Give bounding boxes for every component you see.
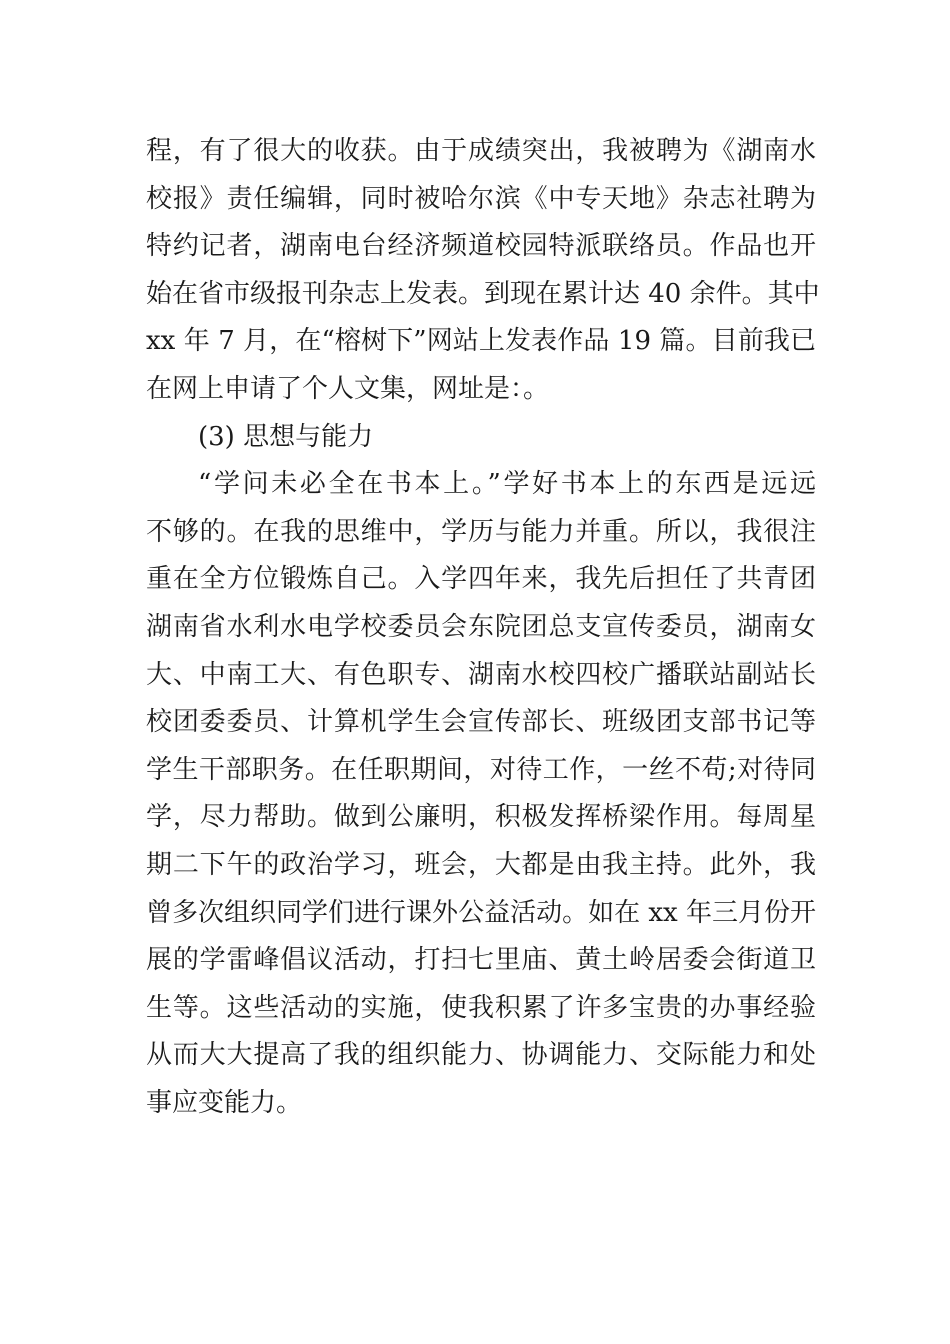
- text-line: 程，有了很大的收获。由于成绩突出，我被聘为《湖南水: [146, 136, 816, 166]
- text-line: 湖南省水利水电学校委员会东院团总支宣传委员，湖南女: [146, 611, 816, 642]
- text-line: 在网上申请了个人文集，网址是：。: [146, 373, 550, 404]
- text-line: 从而大大提高了我的组织能力、协调能力、交际能力和处: [146, 1040, 816, 1071]
- text-line: 展的学雷峰倡议活动，打扫七里庙、黄土岭居委会街道卫: [146, 945, 816, 976]
- text-line: 事应变能力。: [146, 1087, 303, 1118]
- text-line: 特约记者，湖南电台经济频道校园特派联络员。作品也开: [146, 231, 816, 262]
- document-body: [146, 128, 820, 1127]
- text-line: 始在省市级报刊杂志上发表。到现在累计达 40 余件。其中: [146, 278, 820, 309]
- text-line: 生等。这些活动的实施，使我积累了许多宝贵的办事经验: [146, 992, 816, 1023]
- text-line: 重在全方位锻炼自己。入学四年来，我先后担任了共青团: [146, 564, 816, 595]
- text-line: 期二下午的政治学习，班会，大都是由我主持。此外，我: [146, 849, 816, 880]
- text-line: 不够的。在我的思维中，学历与能力并重。所以，我很注: [146, 516, 816, 547]
- text-line: 学生干部职务。在任职期间，对待工作，一丝不苟;对待同: [146, 754, 816, 785]
- text-line: xx 年 7 月，在“榕树下”网站上发表作品 19 篇。目前我已: [146, 326, 816, 357]
- text-line: 学，尽力帮助。做到公廉明，积极发挥桥梁作用。每周星: [146, 802, 816, 833]
- text-line: 校报》责任编辑，同时被哈尔滨《中专天地》杂志社聘为: [146, 183, 816, 214]
- paragraph-continuation: [146, 128, 820, 414]
- section-heading: (3) 思想与能力: [198, 421, 374, 452]
- paragraph-thought-ability: [146, 461, 816, 1127]
- text-line: 校团委委员、计算机学生会宣传部长、班级团支部书记等: [146, 707, 816, 738]
- text-line: 大、中南工大、有色职专、湖南水校四校广播联站副站长: [146, 659, 816, 690]
- text-line: 曾多次组织同学们进行课外公益活动。如在 xx 年三月份开: [146, 897, 816, 928]
- text-line: “学问未必全在书本上。”学好书本上的东西是远远: [198, 469, 816, 500]
